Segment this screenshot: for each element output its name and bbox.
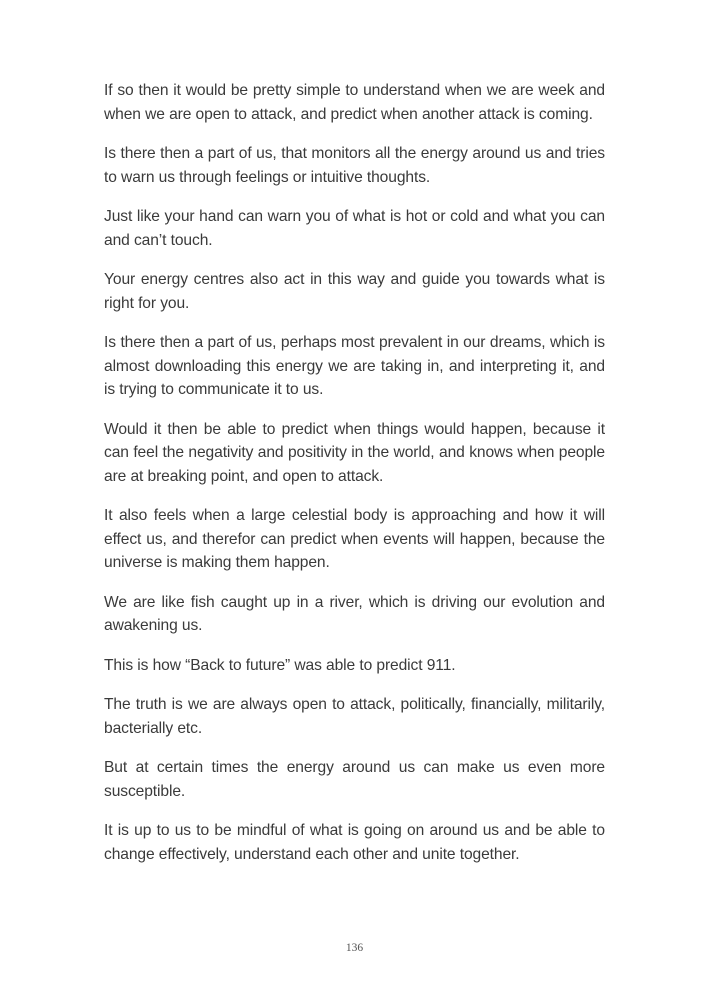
paragraph: Is there then a part of us, perhaps most prevalent in our dreams, which is almost downloading this energy we are taking in, and interpreting it, and is trying to communicate it to us.: [104, 334, 605, 398]
paragraph: Is there then a part of us, that monitors all the energy around us and tries to warn us through feelings or intuitive thoughts.: [104, 145, 605, 186]
paragraph: Would it then be able to predict when things would happen, because it can feel the negativity and positivity in the world, and knows when people are at breaking point, and open to attack.: [104, 420, 605, 485]
paragraph: We are like fish caught up in a river, which is driving our evolution and awakening us.: [104, 593, 605, 634]
paragraph: It also feels when a large celestial body is approaching and how it will effect us, and therefor can predict when events will happen, because the universe is making them happen.: [104, 507, 605, 571]
paragraph: Your energy centres also act in this way and guide you towards what is right for you.: [104, 271, 605, 312]
body-text: [104, 79, 605, 882]
paragraph: It is up to us to be mindful of what is going on around us and be able to change effectively, understand each other and unite together.: [104, 822, 605, 863]
paragraph: This is how “Back to future” was able to predict 911.: [104, 656, 456, 674]
paragraph: The truth is we are always open to attack, politically, financially, militarily, bacterially etc.: [104, 696, 605, 737]
page-number: 136: [345, 942, 364, 954]
paragraph: Just like your hand can warn you of what is hot or cold and what you can and can’t touch.: [104, 208, 605, 249]
paragraph: If so then it would be pretty simple to understand when we are week and when we are open to attack, and predict when another attack is coming.: [104, 82, 605, 123]
paragraph: But at certain times the energy around us can make us even more susceptible.: [104, 759, 605, 800]
